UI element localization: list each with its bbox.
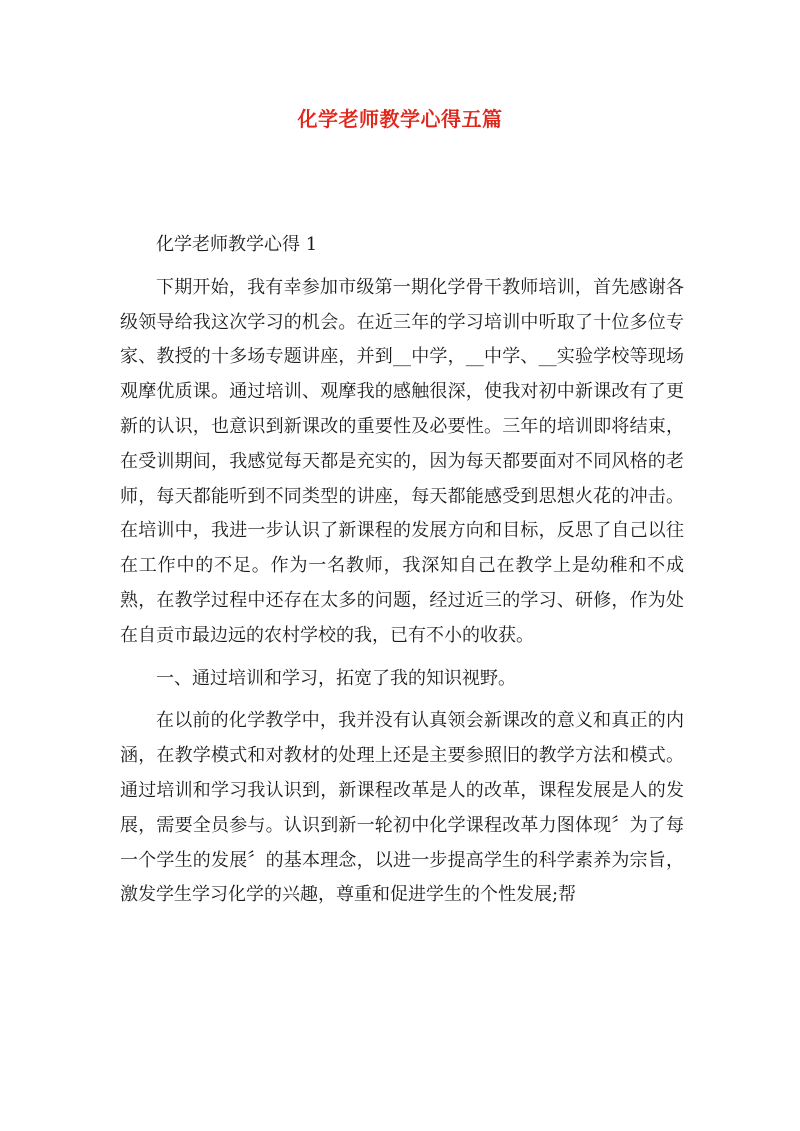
section-heading: 化学老师教学心得 1	[156, 234, 318, 255]
paragraph: 下期开始，我有幸参加市级第一期化学骨干教师培训，首先感谢各级领导给我这次学习的机会。在近三年的学习培训中听取了十位多位专家、教授的十多场专题讲座，并到__中学，__中学、__实验学校等现场观摩优质课。通过培训、观摩我的感触很深，使我对初中新课改有了更新的认识，也意识到新课改的重要性及必要性。三年的培训即将结束，在受训期间，我感觉每天都是充实的，因为每天都要面对不同风格的老师，每天都能听到不同类型的讲座，每天都能感受到思想火花的冲击。在培训中，我进一步认识了新课程的发展方向和目标，反思了自己以往在工作中的不足。作为一名教师，我深知自己在教学上是幼稚和不成熟，在教学过程中还存在太多的问题，经过近三的学习、研修，作为处在自贡市最边远的农村学校的我，已有不小的收获。	[120, 276, 684, 646]
paragraph: 在以前的化学教学中，我并没有认真领会新课改的意义和真正的内涵，在教学模式和对教材的处理上还是主要参照旧的教学方法和模式。通过培训和学习我认识到，新课程改革是人的改革，课程发展是人的发展，需要全员参与。认识到新一轮初中化学课程改革力图体现〞为了每一个学生的发展〞的基本理念，以进一步提高学生的科学素养为宗旨，激发学生学习化学的兴趣，尊重和促进学生的个性发展;帮	[120, 710, 684, 906]
subheading: 一、通过培训和学习，拓宽了我的知识视野。	[156, 667, 516, 689]
document-body	[120, 228, 684, 913]
document-title: 化学老师教学心得五篇	[297, 107, 503, 131]
